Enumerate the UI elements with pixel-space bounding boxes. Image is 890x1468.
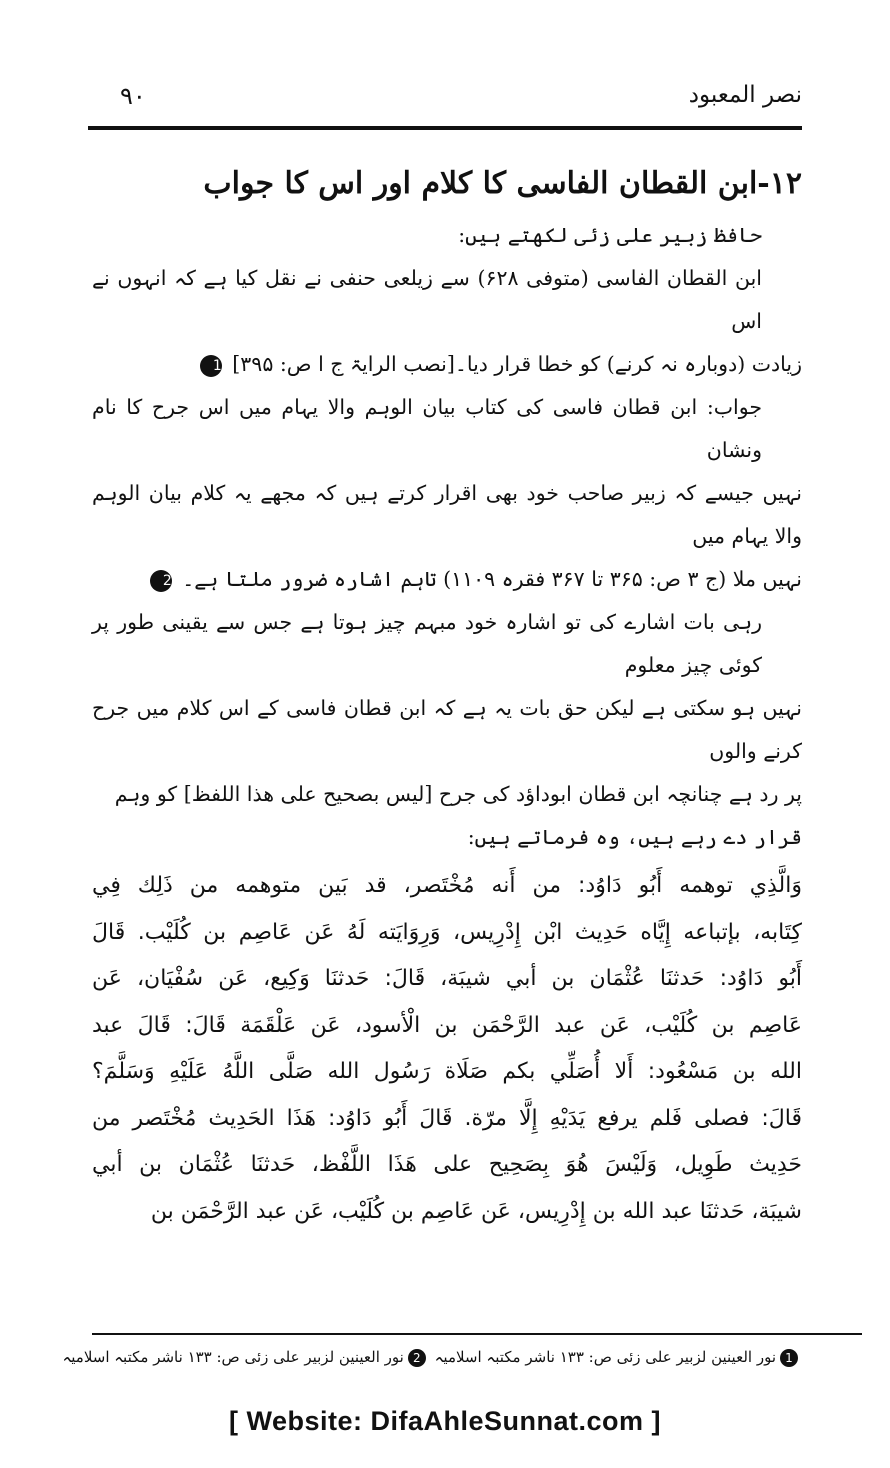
quote-line-text: زیادت (دوبارہ نہ کرنے) کو خطا قرار دیا۔[نصب الرایۃ ج ا ص: ۳۹۵] bbox=[232, 352, 802, 376]
arabic-line: أَبُو دَاوُد: حَدثنَا عُثْمَان بن أبي شيبَة، قَالَ: حَدثنَا وَكِيع، عَن سُفْيَان، عَن bbox=[92, 966, 802, 991]
footnote-label-1: 1 bbox=[780, 1349, 798, 1367]
page-number: ۹۰ bbox=[120, 82, 146, 110]
answer-line: نہیں جیسے کہ زبیر صاحب خود بھی اقرار کرتے ہیں کہ مجھے یہ کلام بیان الوہم والا یہام میں bbox=[92, 481, 802, 548]
website-footer: [ Website: DifaAhleSunnat.com ] bbox=[228, 1406, 662, 1436]
footnote-text-2: نور العینین لزبیر علی زئی ص: ۱۳۳ ناشر مکتبہ اسلامیہ bbox=[62, 1348, 404, 1366]
page-header bbox=[88, 82, 802, 118]
remark-line: نہیں ہو سکتی ہے لیکن حق بات یہ ہے کہ ابن قطان فاسی کے اس کلام میں جرح کرنے والوں bbox=[92, 696, 802, 763]
intro-line: حافظ زبیر علی زئی لکھتے ہیں: bbox=[458, 223, 762, 247]
arabic-line: عَاصِم بن كُلَيْب، عَن عبد الرَّحْمَن بن الْأسود، عَن عَلْقَمَة قَالَ: قَالَ عبد bbox=[92, 1012, 802, 1038]
arabic-line: حَدِيث طَوِيل، وَلَيْسَ هُوَ بِصَحِيح على هَذَا اللَّفْظ، حَدثنَا عُثْمَان بن أبي bbox=[92, 1152, 802, 1177]
main-content bbox=[92, 140, 802, 1235]
answer-line bbox=[92, 558, 802, 601]
footnotes bbox=[62, 1342, 802, 1372]
footnote-divider bbox=[92, 1333, 862, 1335]
footnote-marker-2[interactable]: 2 bbox=[150, 570, 172, 592]
arabic-quotation bbox=[92, 863, 802, 1235]
footnote-marker-1[interactable]: 1 bbox=[200, 355, 222, 377]
footnote-text-1: نور العینین لزبیر علی زئی ص: ۱۳۳ ناشر مکتبہ اسلامیہ bbox=[434, 1348, 776, 1366]
book-title: نصر المعبود bbox=[688, 82, 802, 108]
answer-line-text: نہیں ملا (ج ۳ ص: ۳۶۵ تا ۳۶۷ فقرہ ۱۱۰۹) تاہم اشارہ ضرور ملتا ہے۔ bbox=[182, 567, 802, 591]
arabic-line: كِتَابه، بإتباعه إِيَّاه حَدِيث ابْن إِدْرِيس، وَرِوَايَته لَهُ عَن عَاصِم بن كُلَيْب. قَالَ bbox=[92, 919, 802, 945]
arabic-line: شيبَة، حَدثنَا عبد الله بن إِدْرِيس، عَن عَاصِم بن كُلَيْب، عَن عبد الرَّحْمَن بن bbox=[150, 1198, 802, 1224]
arabic-line: الله بن مَسْعُود: أَلا أُصَلِّي بكم صَلَاة رَسُول الله صَلَّى اللَّهُ عَلَيْهِ وَسَلَّمَ؟ bbox=[92, 1059, 802, 1084]
remark-line: قرار دے رہے ہیں، وہ فرماتے ہیں: bbox=[467, 825, 802, 849]
header-divider bbox=[88, 126, 802, 130]
arabic-line: قَالَ: فصلى فَلم يرفع يَدَيْهِ إِلَّا مرّة. قَالَ أَبُو دَاوُد: هَذَا الحَدِيث مُخْتَصر من bbox=[92, 1105, 802, 1131]
quote-line: ابن القطان الفاسی (متوفی ۶۲۸) سے زیلعی حنفی نے نقل کیا ہے کہ انہوں نے اس bbox=[92, 266, 762, 333]
arabic-line: وَالَّذِي توهمه أَبُو دَاوُد: من أَنه مُخْتَصر، قد بَين متوهمه من ذَلِك فِي bbox=[92, 873, 802, 898]
quote-line bbox=[92, 343, 802, 386]
footnote-label-2: 2 bbox=[408, 1349, 426, 1367]
remark-line: پر رد ہے چنانچہ ابن قطان ابوداؤد کی جرح [لیس بصحیح علی ھذا اللفظ] کو وہم bbox=[114, 782, 802, 806]
answer-line: جواب: ابن قطان فاسی کی کتاب بیان الوہم والا یہام میں اس جرح کا نام ونشان bbox=[92, 395, 762, 462]
section-heading: ۱۲-ابن القطان الفاسی کا کلام اور اس کا جواب bbox=[203, 166, 802, 201]
remark-line: رہی بات اشارے کی تو اشارہ خود مبہم چیز ہوتا ہے جس سے یقینی طور پر کوئی چیز معلوم bbox=[92, 610, 762, 677]
